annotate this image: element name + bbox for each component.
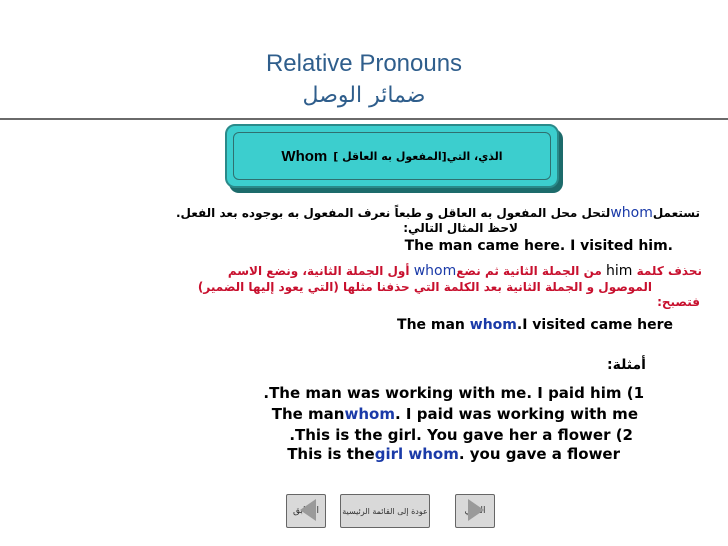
example-2-answer — [287, 445, 620, 463]
topic-banner — [225, 124, 559, 188]
rule-him: him — [606, 263, 633, 279]
next-arrow-icon — [468, 499, 484, 521]
e4-whom: girl whom — [374, 445, 459, 463]
usage-pre: تستعمل — [652, 206, 700, 220]
usage-line — [176, 206, 700, 221]
note-line: لاحظ المثال التالي: — [403, 221, 518, 235]
rule-line-2: الموصول و الجملة الثانية بعد الكلمة التي حذفنا مثلها (التي يعود إليها الضمير) — [197, 280, 652, 294]
e2-part-a: The man — [271, 405, 345, 423]
rule-line-1 — [228, 264, 702, 279]
prev-label: السابق — [292, 506, 320, 516]
usage-whom: whom — [610, 205, 653, 221]
home-button[interactable] — [340, 494, 430, 528]
rule-post: أول الجملة الثانية، ونضع الاسم — [227, 264, 410, 278]
usage-post: لتحل محل المفعول به العاقل و طبعاً نعرف المفعول به بوجوده بعد الفعل. — [175, 206, 611, 220]
rule-whom: whom — [413, 263, 457, 279]
example-1-answer — [272, 405, 638, 423]
e4-part-b: . you gave a flower — [458, 445, 620, 463]
next-label: التالي — [464, 506, 486, 516]
rule-line-3: فتصبح: — [657, 295, 700, 309]
slide-title: Relative Pronouns — [265, 50, 463, 77]
home-label: عودة إلى القائمة الرئيسية — [342, 506, 428, 516]
example-1: .The man was working with me. I paid him (1 — [263, 384, 644, 402]
prev-arrow-icon — [300, 499, 316, 521]
ex2-whom: whom — [469, 317, 517, 333]
e4-part-a: This is the — [287, 445, 375, 463]
e2-whom: whom — [344, 405, 395, 423]
ex2-part-b: .I visited came here — [516, 317, 673, 333]
banner-arabic: الذي، التي[المفعول به العاقل ] — [333, 149, 503, 163]
example-sentence-2 — [397, 317, 673, 333]
title-divider — [0, 118, 728, 120]
rule-pre: نحذف كلمة — [636, 264, 702, 278]
examples-label: أمثلة: — [607, 357, 646, 373]
rule-mid: من الجملة الثانية ثم نضع — [456, 264, 602, 278]
example-sentence-1: The man came here. I visited him. — [404, 238, 673, 254]
slide-title-arabic: ضمائر الوصل — [302, 83, 426, 108]
ex2-part-a: The man — [397, 317, 470, 333]
e2-part-b: . I paid was working with me — [394, 405, 638, 423]
banner-english: Whom — [281, 147, 328, 165]
example-2: .This is the girl. You gave her a flower (2 — [289, 426, 633, 444]
